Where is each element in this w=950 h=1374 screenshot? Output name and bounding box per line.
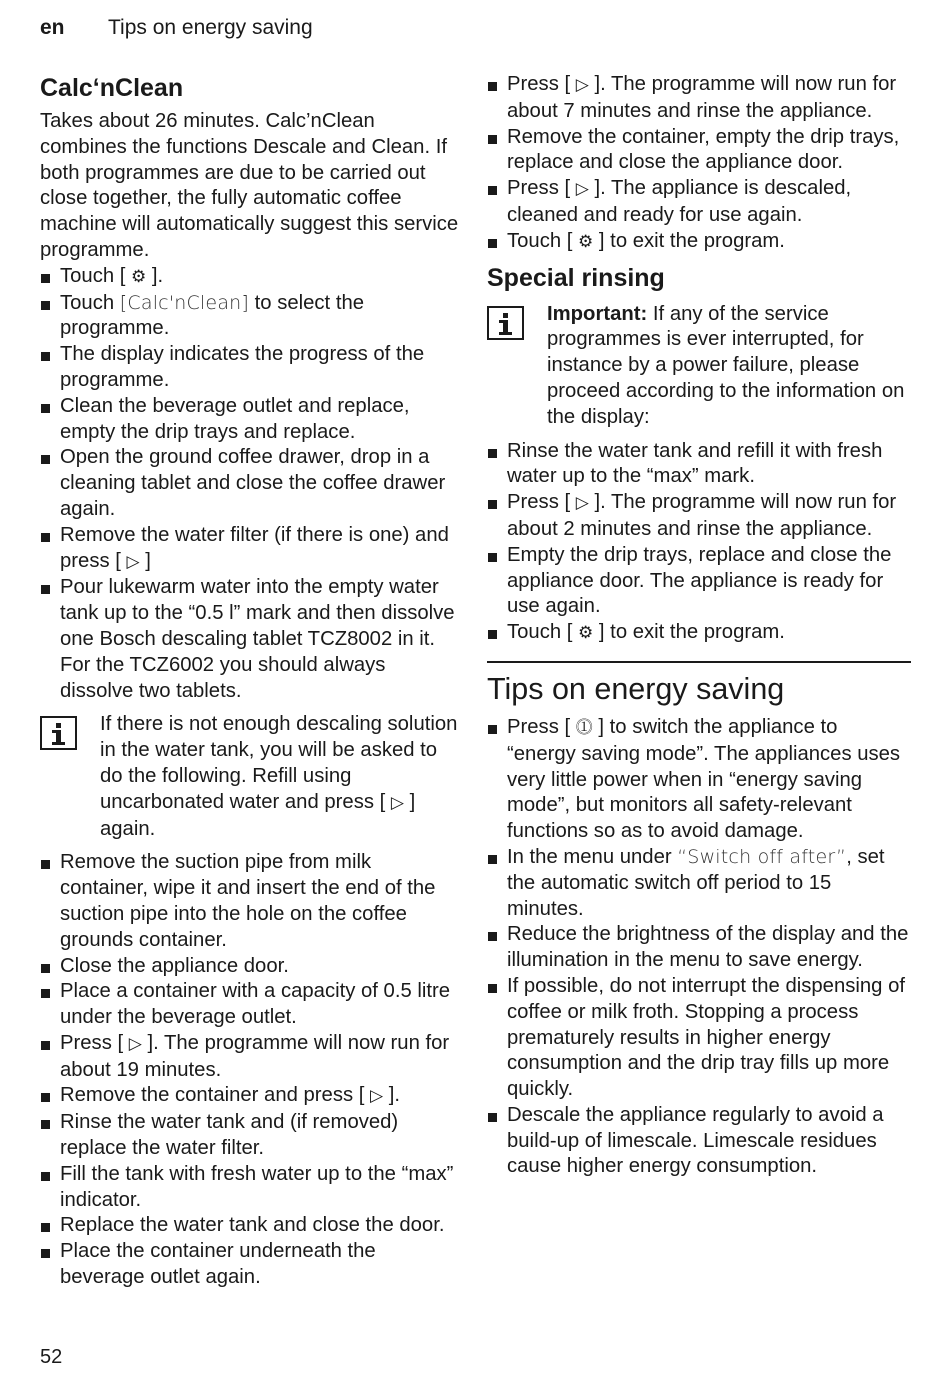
list-item: Replace the water tank and close the door. <box>40 1213 462 1239</box>
list-item: Touch [Calc'nClean] to select the programme. <box>40 291 462 343</box>
list-item: Pour lukewarm water into the empty water tank up to the “0.5 l” mark and then dissolve one Bosch descaling tablet TCZ8002 in it. For the TCZ6002 you should always dissolve two tablets. <box>40 575 462 704</box>
list-item: Press [ ▷ ]. The programme will now run for about 2 minutes and rinse the appliance. <box>487 490 911 543</box>
info-note: If there is not enough descaling solution in the water tank, you will be asked to do the following. Refill using uncarbonated water and press [ ▷ ] again. <box>40 712 462 842</box>
power-icon: ⓵ <box>575 717 593 738</box>
play-icon: ▷ <box>575 179 589 200</box>
energy-saving-heading: Tips on energy saving <box>487 661 911 707</box>
display-text: “Switch off after” <box>677 845 847 868</box>
list-item: Reduce the brightness of the display and the illumination in the menu to save energy. <box>487 922 911 974</box>
play-icon: ▷ <box>575 493 589 514</box>
special-rinsing-heading: Special rinsing <box>487 263 665 292</box>
list-item: Remove the container, empty the drip trays, replace and close the appliance door. <box>487 125 911 177</box>
list-item: Press [ ▷ ]. The programme will now run for about 7 minutes and rinse the appliance. <box>487 72 911 125</box>
info-icon <box>40 716 77 750</box>
list-item: Fill the tank with fresh water up to the “max” indicator. <box>40 1162 462 1214</box>
right-column <box>487 72 911 1180</box>
service-icon: ⚙ <box>578 623 594 644</box>
list-item: Press [ ⓵ ] to switch the appliance to “energy saving mode”. The appliances uses very little power when in “energy saving mode”, but monitors all safety-relevant functions so as to avoid damage. <box>487 715 911 845</box>
list-item: Place the container underneath the beverage outlet again. <box>40 1239 462 1291</box>
calcnclean-final-steps <box>487 72 911 256</box>
list-item: Touch [ ⚙ ] to exit the program. <box>487 229 911 256</box>
list-item: In the menu under “Switch off after”, set the automatic switch off period to 15 minutes. <box>487 845 911 922</box>
display-text: [Calc'nClean] <box>119 291 250 314</box>
important-note: Important: If any of the service programmes is ever interrupted, for instance by a power failure, please proceed according to the information on the display: <box>487 302 911 431</box>
special-rinsing-steps <box>487 439 911 647</box>
calcnclean-intro: Takes about 26 minutes. Calc’nClean combines the functions Descale and Clean. If both programmes are due to be carried out close together, the fully automatic coffee machine will automatically suggest this service programme. <box>40 110 459 261</box>
page-header <box>40 16 313 40</box>
list-item: Remove the water filter (if there is one) and press [ ▷ ] <box>40 523 462 576</box>
list-item: Touch [ ⚙ ]. <box>40 264 462 291</box>
energy-saving-tips <box>487 715 911 1180</box>
list-item: Press [ ▷ ]. The programme will now run for about 19 minutes. <box>40 1031 462 1084</box>
play-icon: ▷ <box>126 551 140 572</box>
info-icon <box>487 306 524 340</box>
list-item: Place a container with a capacity of 0.5 litre under the beverage outlet. <box>40 979 462 1031</box>
important-label: Important: <box>547 302 648 325</box>
list-item: Rinse the water tank and refill it with fresh water up to the “max” mark. <box>487 439 911 491</box>
calcnclean-heading: Calc‘nClean <box>40 74 184 102</box>
list-item: The display indicates the progress of the programme. <box>40 342 462 394</box>
page-number: 52 <box>40 1346 63 1368</box>
list-item: Empty the drip trays, replace and close the appliance door. The appliance is ready for use again. <box>487 543 911 620</box>
header-title: Tips on energy saving <box>108 16 313 39</box>
play-icon: ▷ <box>370 1086 384 1107</box>
play-icon: ▷ <box>575 75 589 95</box>
service-icon: ⚙ <box>131 266 147 287</box>
left-column <box>40 72 462 1291</box>
list-item: Close the appliance door. <box>40 954 462 980</box>
list-item: Open the ground coffee drawer, drop in a cleaning tablet and close the coffee drawer again. <box>40 445 462 522</box>
calcnclean-steps <box>40 264 462 705</box>
play-icon: ▷ <box>390 792 404 813</box>
play-icon: ▷ <box>128 1033 142 1054</box>
list-item: Remove the suction pipe from milk container, wipe it and insert the end of the suction pipe into the hole on the coffee grounds container. <box>40 850 462 953</box>
list-item: If possible, do not interrupt the dispensing of coffee or milk froth. Stopping a process prematurely results in higher energy consumption and the drip tray fills up more quickly. <box>487 974 911 1103</box>
list-item: Clean the beverage outlet and replace, empty the drip trays and replace. <box>40 394 462 446</box>
service-icon: ⚙ <box>578 231 594 252</box>
language-code: en <box>40 16 65 39</box>
calcnclean-steps-continued <box>40 850 462 1291</box>
list-item: Remove the container and press [ ▷ ]. <box>40 1083 462 1110</box>
list-item: Descale the appliance regularly to avoid a build-up of limescale. Limescale residues cause higher energy consumption. <box>487 1103 911 1180</box>
list-item: Touch [ ⚙ ] to exit the program. <box>487 620 911 647</box>
list-item: Press [ ▷ ]. The appliance is descaled, cleaned and ready for use again. <box>487 176 911 229</box>
list-item: Rinse the water tank and (if removed) replace the water filter. <box>40 1110 462 1162</box>
